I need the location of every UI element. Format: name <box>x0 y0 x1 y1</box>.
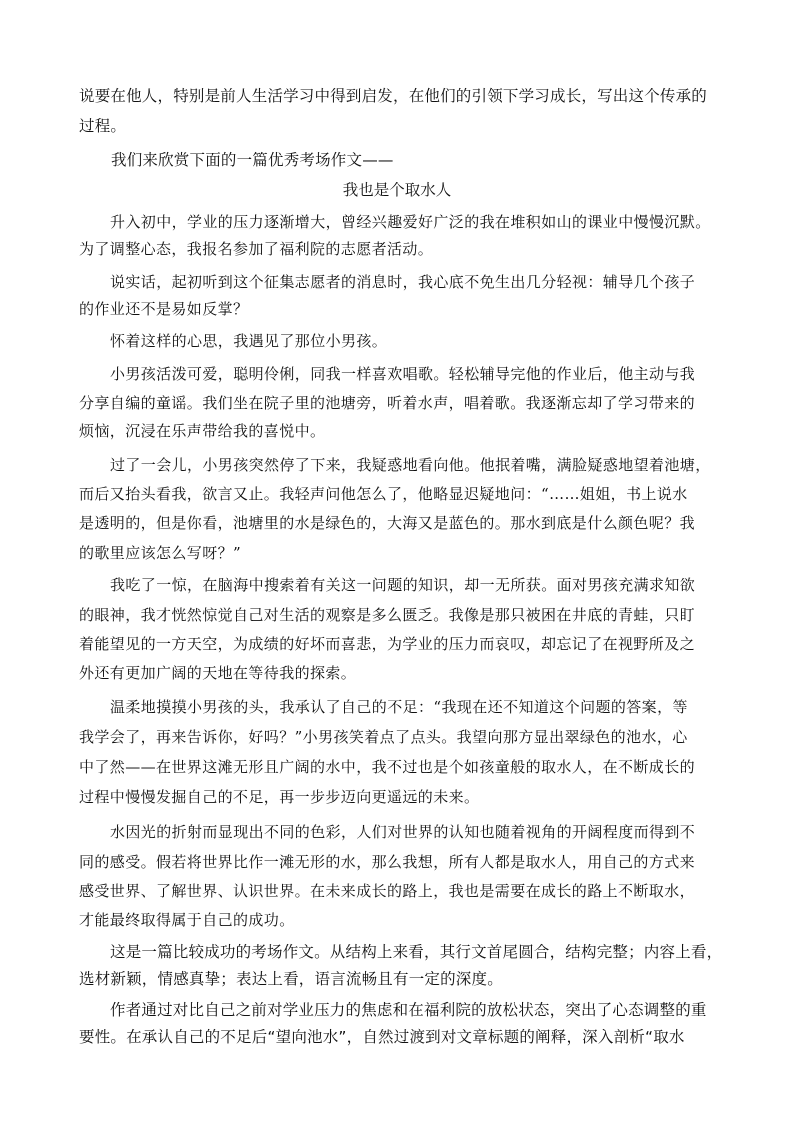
essay-line: 我吃了一惊，在脑海中搜索着有关这一问题的知识，却一无所获。面对男孩充满求知欲 <box>110 576 696 594</box>
intro-line-1: 说要在他人，特别是前人生活学习中得到启发，在他们的引领下学习成长，写出这个传承的 <box>79 87 708 105</box>
essay-line: 说实话，起初听到这个征集志愿者的消息时，我心底不免生出几分轻视：辅导几个孩子 <box>110 273 696 291</box>
essay-line: 过了一会儿，小男孩突然停了下来，我疑惑地看向他。他抿着嘴，满脸疑惑地望着池塘， <box>110 456 711 474</box>
essay-line: 烦恼，沉浸在乐声带给我的喜悦中。 <box>79 422 326 440</box>
essay-line: 的作业还不是易如反掌？ <box>79 300 249 318</box>
essay-line: 怀着这样的心思，我遇见了那位小男孩。 <box>110 332 388 350</box>
comment-line: 选材新颖，情感真挚；表达上看，语言流畅且有一定的深度。 <box>79 970 503 988</box>
essay-line: 才能最终取得属于自己的成功。 <box>79 911 295 929</box>
intro-line-3: 我们来欣赏下面的一篇优秀考场作文—— <box>111 151 394 169</box>
essay-line: 分享自编的童谣。我们坐在院子里的池塘旁，听着水声，唱着歌。我逐渐忘却了学习带来的 <box>79 394 696 412</box>
comment-line: 要性。在承认自己的不足后“望向池水”，自然过渡到对文章标题的阐释，深入剖析“取水 <box>79 1028 685 1046</box>
essay-line: 温柔地摸摸小男孩的头，我承认了自己的不足：“我现在还不知道这个问题的答案，等 <box>110 698 688 716</box>
essay-line: 过程中慢慢发掘自己的不足，再一步步迈向更遥远的未来。 <box>79 788 480 806</box>
essay-line: 为了调整心态，我报名参加了福利院的志愿者活动。 <box>79 240 434 258</box>
essay-line: 水因光的折射而显现出不同的色彩，人们对世界的认知也随着视角的开阔程度而得到不 <box>110 823 696 841</box>
essay-line: 小男孩活泼可爱，聪明伶俐，同我一样喜欢唱歌。轻松辅导完他的作业后，他主动与我 <box>110 365 696 383</box>
essay-title: 我也是个取水人 <box>342 181 452 199</box>
essay-line: 外还有更加广阔的天地在等待我的探索。 <box>79 664 357 682</box>
essay-line: 感受世界、了解世界、认识世界。在未来成长的路上，我也是需要在成长的路上不断取水， <box>79 882 696 900</box>
essay-line: 中了然——在世界这滩无形且广阔的水中，我不过也是个如孩童般的取水人，在不断成长的 <box>79 758 696 776</box>
comment-line: 作者通过对比自己之前对学业压力的焦虑和在福利院的放松状态，突出了心态调整的重 <box>110 1001 707 1019</box>
essay-line: 我学会了，再来告诉你，好吗？”小男孩笑着点了点头。我望向那方显出翠绿色的池水，心 <box>79 728 688 746</box>
essay-line: 是透明的，但是你看，池塘里的水是绿色的，大海又是蓝色的。那水到底是什么颜色呢？我 <box>79 514 696 532</box>
essay-line: 而后又抬头看我，欲言又止。我轻声问他怎么了，他略显迟疑地问：“……姐姐，书上说水 <box>79 485 688 503</box>
essay-line: 的眼神，我才恍然惊觉自己对生活的观察是多么匮乏。我像是那只被困在井底的青蛙，只盯 <box>79 606 696 624</box>
essay-line: 着能望见的一方天空，为成绩的好坏而喜悲，为学业的压力而哀叹，却忘记了在视野所及之 <box>79 635 696 653</box>
intro-line-2: 过程。 <box>79 117 127 135</box>
essay-line: 升入初中，学业的压力逐渐增大，曾经兴趣爱好广泛的我在堆积如山的课业中慢慢沉默。 <box>110 213 711 231</box>
essay-line: 的歌里应该怎么写呀？” <box>79 544 242 562</box>
essay-line: 同的感受。假若将世界比作一滩无形的水，那么我想，所有人都是取水人，用自己的方式来 <box>79 853 696 871</box>
comment-line: 这是一篇比较成功的考场作文。从结构上来看，其行文首尾圆合，结构完整；内容上看， <box>110 943 723 961</box>
